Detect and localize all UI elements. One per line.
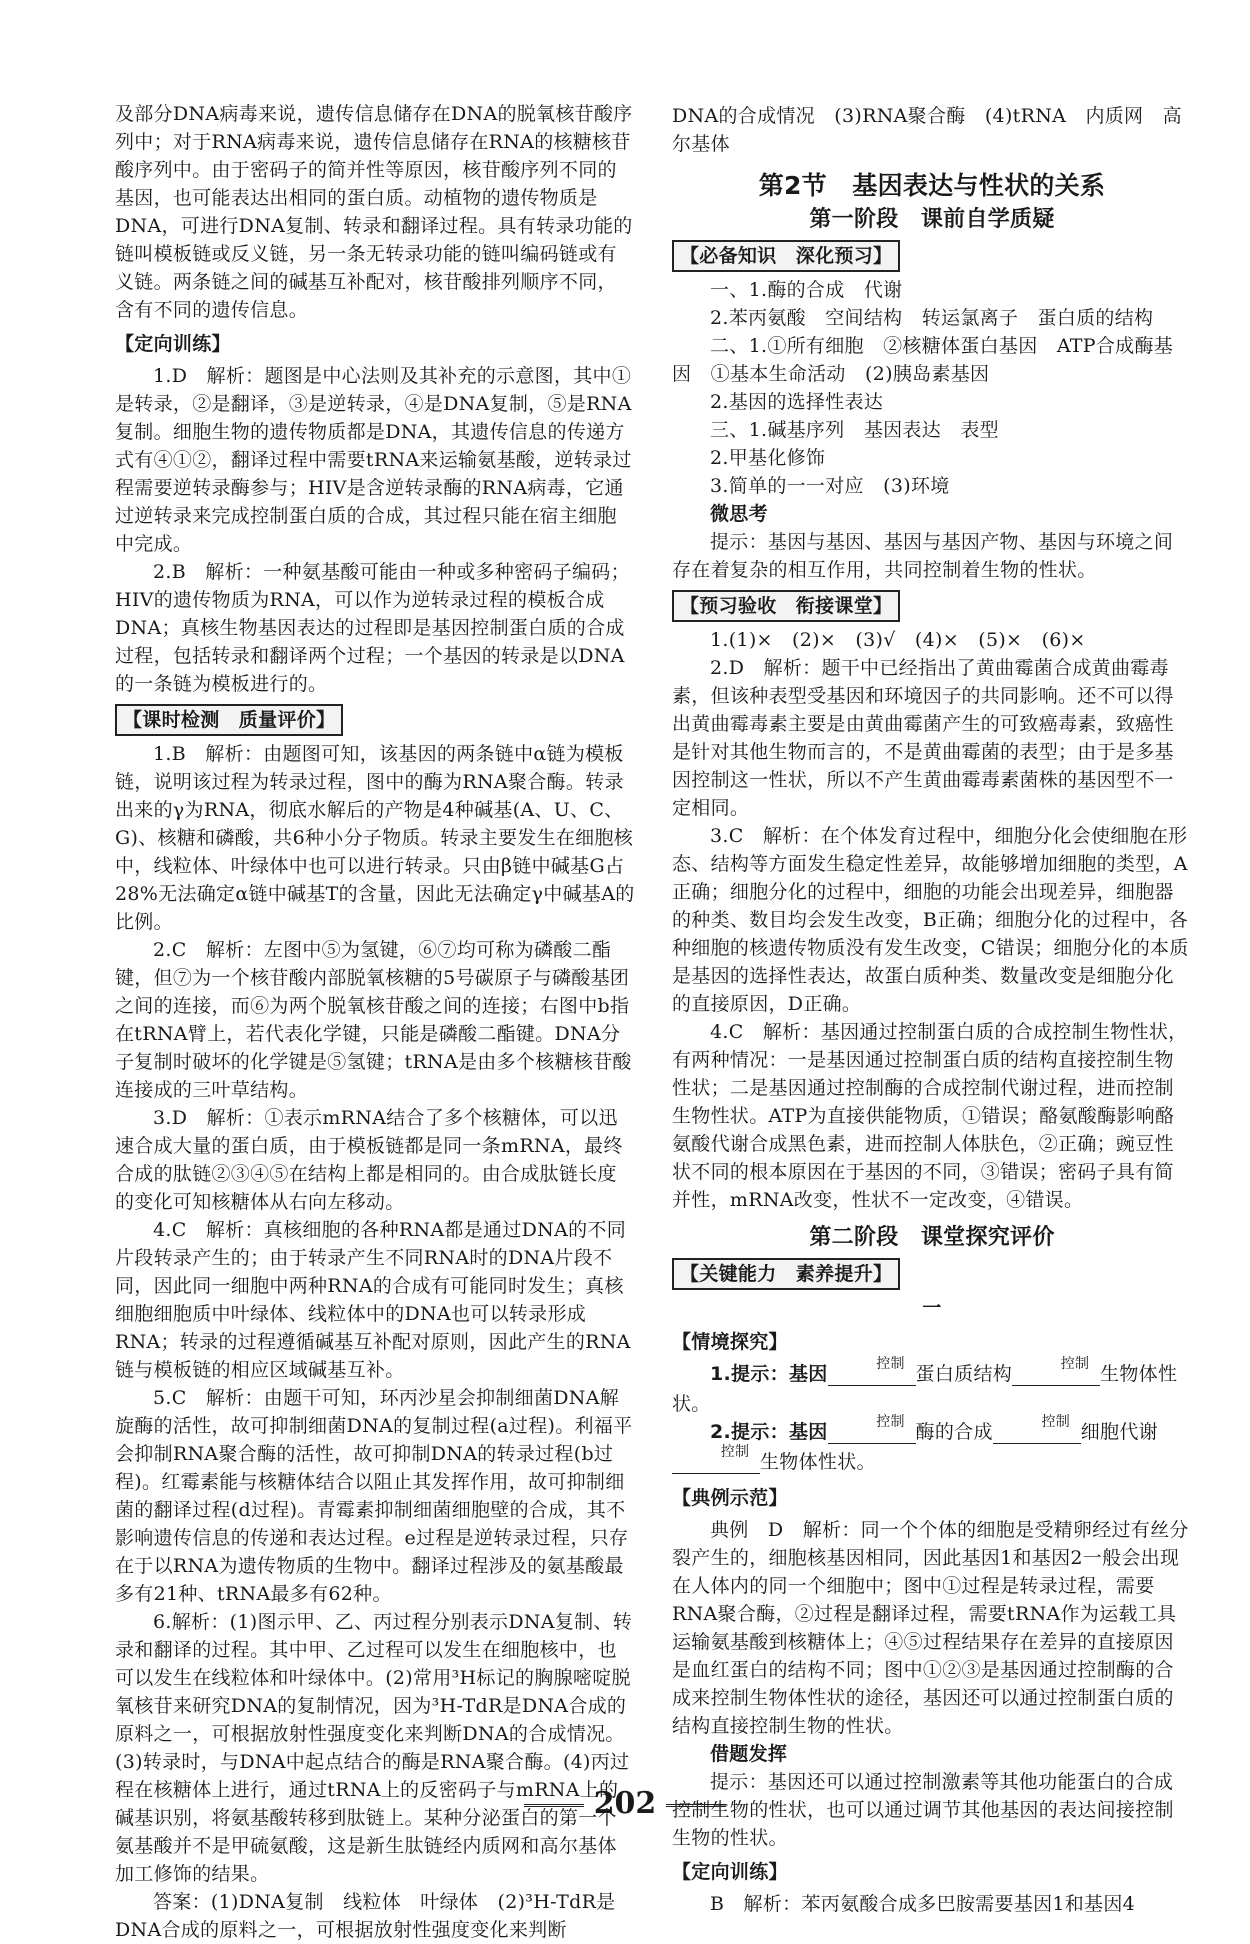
stage-title: 第一阶段 课前自学质疑 [809,207,1055,232]
flow-line: 1.提示：基因 控制 蛋白质结构 控制 生物体性状。 [672,1356,1178,1415]
answer-item: 3.D 解析：①表示mRNA结合了多个核糖体，可以迅速合成大量的蛋白质，由于模板链都是同一条mRNA，最终合成的肽链②③④⑤在结构上都是相同的。由合成肽链长度的变化可知核糖体从右向左移动。 [115,1107,623,1213]
list-item: 二、1.①所有细胞 ②核糖体蛋白基因 ATP合成酶基因 ①基本生命活动 (2)胰岛素基因 [672,335,1174,385]
answer-item: 2.D 解析：题干中已经指出了黄曲霉菌合成黄曲霉毒素，但该种表型受基因和环境因子的共同影响。还不可以得出黄曲霉毒素主要是由黄曲霉菌产生的可致癌毒素，致癌性是针对其他生物而言的，不是黄曲霉菌的表型；由于是多基因控制这一性状，所以不产生黄曲霉毒素菌株的基因型不一定相同。 [672,657,1174,819]
hint: 提示：基因与基因、基因与基因产物、基因与环境之间存在着复杂的相互作用，共同控制着生物的性状。 [672,531,1174,581]
section-label: 【课时检测 质量评价】 [115,704,635,736]
section-label: 【定向训练】 [115,333,231,355]
answer-item: 3.C 解析：在个体发育过程中，细胞分化会使细胞在形态、结构等方面发生稳定性差异，故能够增加细胞的类型，A正确；细胞分化的过程中，细胞的功能会出现差异，细胞器的种类、数目均会发生改变，B正确；细胞分化的过程中，各种细胞的核遗传物质没有发生改变，C错误；细胞分化的本质是基因的选择性表达，故蛋白质种类、数量改变是细胞分化的直接原因，D正确。 [672,825,1189,1015]
part-number: 一 [922,1297,942,1319]
section-label: 【必备知识 深化预习】 [672,240,1192,272]
answer-item: 1.(1)× (2)× (3)√ (4)× (5)× (6)× [710,629,1086,651]
section-label: 【预习验收 衔接课堂】 [672,590,1192,622]
list-item: 一、1.酶的合成 代谢 [710,279,903,301]
section-label: 【情境探究】 [672,1331,788,1353]
list-item: 3.简单的一一对应 (3)环境 [710,475,950,497]
section-label: 【典例示范】 [672,1487,788,1509]
right-column [672,102,1192,1918]
answer-item: 2.B 解析：一种氨基酸可能由一种或多种密码子编码；HIV的遗传物质为RNA，可以作为逆转录过程的模板合成DNA；真核生物基因表达的过程即是基因控制蛋白质的合成过程，包括转录和翻译两个过程；一个基因的转录是以DNA的一条链为模板进行的。 [115,561,630,695]
list-item: 2.苯丙氨酸 空间结构 转运氯离子 蛋白质的结构 [710,307,1154,329]
list-item: 2.甲基化修饰 [710,447,826,469]
flow-line: 2.提示：基因 控制 酶的合成 控制 细胞代谢控制 生物体性状。 [672,1418,1192,1478]
answer-item: 典例 D 解析：同一个个体的细胞是受精卵经过有丝分裂产生的，细胞核基因相同，因此基因1和基因2一般会出现在人体内的同一个细胞中；图中①过程是转录过程，需要RNA聚合酶，②过程是翻译过程，需要tRNA作为运载工具运输氨基酸到核糖体上；④⑤过程结果存在差异的直接原因是血红蛋白的结构不同；图中①②③是基因通过控制酶的合成来控制生物体性状的途径，基因还可以通过控制蛋白质的结构直接控制生物的性状。 [672,1519,1189,1737]
answer-item: 5.C 解析：由题干可知，环丙沙星会抑制细菌DNA解旋酶的活性，故可抑制细菌DNA的复制过程(a过程)。利福平会抑制RNA聚合酶的活性，故可抑制DNA的转录过程(b过程)。红霉素能与核糖体结合以阻止其发挥作用，故可抑制细菌的翻译过程(d过程)。青霉素抑制细菌细胞壁的合成，其不影响遗传信息的传递和表达过程。e过程是逆转录过程，只存在于以RNA为遗传物质的生物中。翻译过程涉及的氨基酸最多有21种、tRNA最多有62种。 [115,1387,633,1605]
hint: 提示：基因还可以通过控制激素等其他功能蛋白的合成控制生物的性状，也可以通过调节其他基因的表达间接控制生物的性状。 [672,1771,1174,1849]
section-title: 第2节 基因表达与性状的关系 [758,171,1106,200]
page-number: 202 [0,1786,1250,1821]
answer-item: 4.C 解析：真核细胞的各种RNA都是通过DNA的不同片段转录产生的；由于转录产生不同RNA时的DNA片段不同，因此同一细胞中两种RNA的合成有可能同时发生；真核细胞细胞质中叶绿体、线粒体中的DNA也可以转录形成RNA；转录的过程遵循碱基互补配对原则，因此产生的RNA链与模板链的相应区域碱基互补。 [115,1219,631,1381]
answer-item: 4.C 解析：基因通过控制蛋白质的合成控制生物性状，有两种情况：一是基因通过控制蛋白质的结构直接控制生物性状；二是基因通过控制酶的合成控制代谢过程，进而控制生物性状。ATP为直接供能物质，①错误；酪氨酸酶影响酪氨酸代谢合成黑色素，进而控制人体肤色，②正确；豌豆性状不同的根本原因在于基因的不同，③错误；密码子具有简并性，mRNA改变，性状不一定改变，④错误。 [672,1021,1188,1211]
paragraph: 及部分DNA病毒来说，遗传信息储存在DNA的脱氧核苷酸序列中；对于RNA病毒来说，遗传信息储存在RNA的核糖核苷酸序列中。由于密码子的简并性等原因，核苷酸序列不同的基因，也可能表达出相同的蛋白质。动植物的遗传物质是DNA，可进行DNA复制、转录和翻译过程。具有转录功能的链叫模板链或反义链，另一条无转录功能的链叫编码链或有义链。两条链之间的碱基互补配对，核苷酸排列顺序不同，含有不同的遗传信息。 [115,103,633,321]
list-item: 三、1.碱基序列 基因表达 表型 [710,419,999,441]
answer-item: 6.解析：(1)图示甲、乙、丙过程分别表示DNA复制、转录和翻译的过程。其中甲、乙过程可以发生在细胞核中，也可以发生在线粒体和叶绿体中。(2)常用³H标记的胸腺嘧啶脱氧核苷来研究DNA的复制情况，因为³H-TdR是DNA合成的原料之一，可根据放射性强度变化来判断DNA的合成情况。(3)转录时，与DNA中起点结合的酶是RNA聚合酶。(4)丙过程在核糖体上进行，通过tRNA上的反密码子与mRNA上的碱基识别，将氨基酸转移到肽链上。某种分泌蛋白的第一个氨基酸并不是甲硫氨酸，这是新生肽链经内质网和高尔基体加工修饰的结果。 [115,1611,633,1885]
left-column [115,100,635,1944]
subheading: 借题发挥 [710,1743,788,1765]
list-item: 2.基因的选择性表达 [710,391,884,413]
answer-item: 1.D 解析：题图是中心法则及其补充的示意图，其中①是转录，②是翻译，③是逆转录，④是DNA复制，⑤是RNA复制。细胞生物的遗传物质都是DNA，其遗传信息的传递方式有④①②，翻译过程中需要tRNA来运输氨基酸，逆转录过程需要逆转录酶参与；HIV是含逆转录酶的RNA病毒，它通过逆转录来完成控制蛋白质的合成，其过程只能在宿主细胞中完成。 [115,365,632,555]
subheading: 微思考 [710,503,768,525]
section-label: 【定向训练】 [672,1861,788,1883]
answer-item: 1.B 解析：由题图可知，该基因的两条链中α链为模板链，说明该过程为转录过程，图中的酶为RNA聚合酶。转录出来的γ为RNA，彻底水解后的产物是4种碱基(A、U、C、G)、核糖和磷酸，共6种小分子物质。转录主要发生在细胞核中，线粒体、叶绿体中也可以进行转录。只由β链中碱基G占28%无法确定α链中碱基T的含量，因此无法确定γ中碱基A的比例。 [115,743,635,933]
section-label: 【关键能力 素养提升】 [672,1258,1192,1290]
stage-title: 第二阶段 课堂探究评价 [809,1225,1055,1250]
answer-line: 答案：(1)DNA复制 线粒体 叶绿体 (2)³H-TdR是DNA合成的原料之一，可根据放射性强度变化来判断 [115,1891,616,1941]
answer-continuation: DNA的合成情况 (3)RNA聚合酶 (4)tRNA 内质网 高尔基体 [672,105,1182,155]
answer-item: 2.C 解析：左图中⑤为氢键，⑥⑦均可称为磷酸二酯键，但⑦为一个核苷酸内部脱氧核糖的5号碳原子与磷酸基团之间的连接，而⑥为两个脱氧核苷酸之间的连接；右图中b指在tRNA臂上，若代表化学键，只能是磷酸二酯键。DNA分子复制时破坏的化学键是⑤氢键；tRNA是由多个核糖核苷酸连接成的三叶草结构。 [115,939,632,1101]
answer-item: B 解析：苯丙氨酸合成多巴胺需要基因1和基因4 [710,1893,1136,1915]
